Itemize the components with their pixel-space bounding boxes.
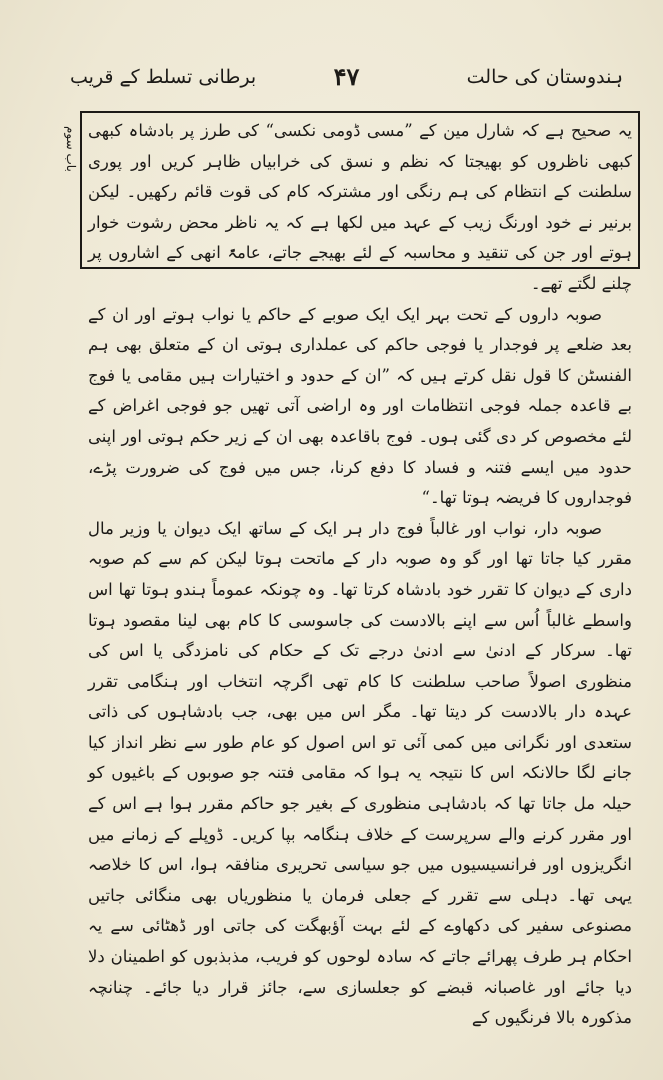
header-section-title: برطانی تسلط کے قریب bbox=[70, 66, 257, 88]
running-header bbox=[70, 62, 623, 96]
margin-note: باب سوم bbox=[64, 126, 78, 172]
framed-passage: یہ صحیح ہے کہ شارل مین کے ”مسی ڈومی نکسی“ کی طرز پر بادشاہ کبھی کبھی ناظروں کو بھیجتا کہ نظم و نسق کی خرابیاں ظاہر کریں اور پوری سلطنت کے انتظام کی ہم رنگی اور مشترکہ کام کی قوت قائم رکھیں۔ لیکن برنیر نے خود اورنگ زیب کے عہد میں لکھا ہے کہ یہ ناظر محض رشوت خوار ہوتے اور جن کی تنقید و محاسبہ کے لئے بھیجے جاتے، عامۃً انھی کے اشاروں پر چلنے لگتے تھے۔ bbox=[88, 121, 632, 293]
page-number: ۴۷ bbox=[333, 62, 360, 91]
body-text bbox=[88, 116, 632, 1076]
paragraph-1: صوبہ داروں کے تحت بہر ایک ایک صوبے کے حاکم یا نواب ہوتے اور ان کے بعد ضلعے پر فوجدار یا فوجی حاکم کی عملداری ہوتی ان کے متعلق بھی ہم الفنسٹن کا قول نقل کرتے ہیں کہ ”ان کے حدود و اختیارات ہیں مقامی یا فوج بے قاعدہ جملہ فوجی انتظامات اور وہ اراضی آتی تھیں جو فوجی اغراض کے لئے مخصوص کر دی گئی ہوں۔ فوج باقاعدہ بھی ان کے زیر حکم ہوتی اور اپنی حدود میں ایسے فتنہ و فساد کا دفع کرنا، جس میں فوج کی ضرورت پڑے، فوجداروں کا فریضہ ہوتا تھا۔“ bbox=[88, 304, 632, 508]
paragraph-2: صوبہ دار، نواب اور غالباً فوج دار ہر ایک کے ساتھ ایک دیوان یا وزیر مال مقرر کیا جاتا تھا اور گو وہ صوبہ دار کے ماتحت ہوتا لیکن کم سے کم صوبہ داری کے دیوان کا تقرر خود بادشاہ کرتا تھا۔ وہ چونکہ عموماً ہندو ہوتا تھا اس واسطے غالباً اُس سے اپنے بالادست کی جاسوسی کا کام بھی لینا مقصود ہوتا تھا۔ سرکار کے ادنیٰ سے ادنیٰ درجے تک کے حکام کی نامزدگی یا اس کی منظوری اصولاً صاحب سلطنت کا کام تھی اگرچہ انتخاب اور ہنگامی تقرر عہدہ دار بالادست کر دیتا تھا۔ مگر اس میں بھی، جب بادشاہوں کی ذاتی ستعدی اور نگرانی میں کمی آئی تو اس اصول کو عام طور سے نظر انداز کیا جانے لگا حالانکہ اس کا نتیجہ یہ ہوا کہ مقامی فتنہ جو صوبوں کے باغیوں کو حیلہ مل جاتا تھا کہ بادشاہی منظوری کے بغیر جو حاکم مقرر ہوا ہے اس کے اور مقرر کرنے والے سرپرست کے خلاف ہنگامہ بپا کریں۔ ڈوپلے کے زمانے میں انگریزوں اور فرانسیسیوں میں جو سیاسی تحریری منافقہ ہوا، اس کا خلاصہ یہی تھا۔ دہلی سے تقرر کے جعلی فرمان یا منظوریاں بھی منگائی جاتیں مصنوعی سفیر کی دکھاوے کے لئے بہت آؤبھگت کی جاتی اور ڈھٹائی سے یہ احکام ہر طرف پھرائے جاتے کہ سادہ لوحوں کو فریب، مذبذبوں کو اطمینان دلا دیا جائے اور غاصبانہ قبضے کو جعلسازی سے، جائز قرار دیا جائے۔ چنانچہ مذکورہ بالا فرنگیوں کے bbox=[88, 518, 632, 1028]
header-chapter-title: ہندوستان کی حالت bbox=[466, 66, 623, 88]
